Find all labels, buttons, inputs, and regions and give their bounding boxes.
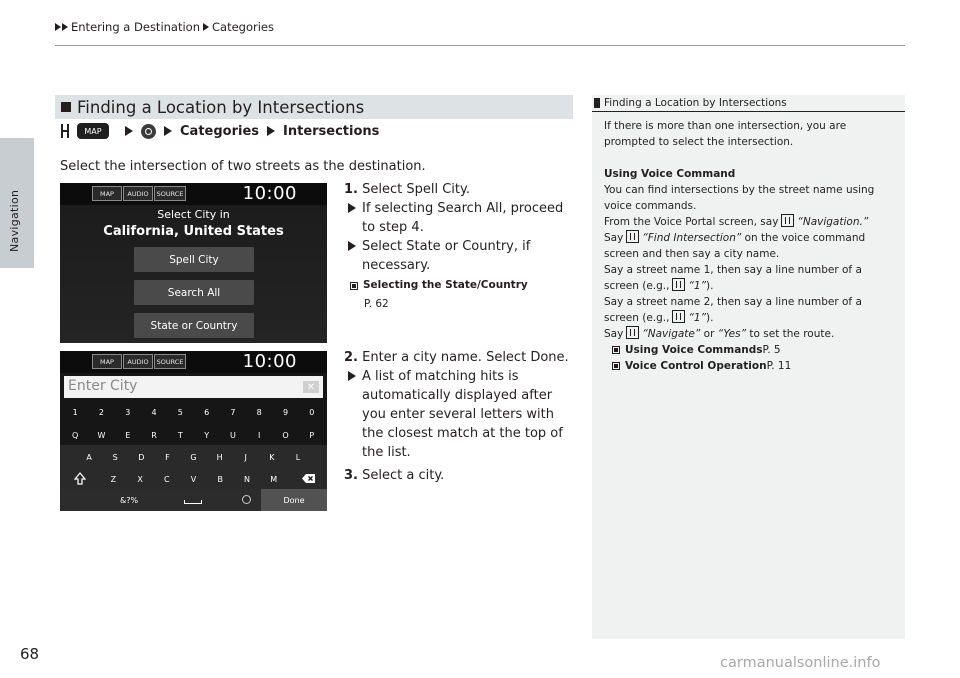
keyboard-key[interactable]: I xyxy=(258,430,261,440)
screen-clock: 10:00 xyxy=(242,351,297,372)
step-number: 2. xyxy=(344,350,358,365)
note-subheading: Using Voice Command xyxy=(604,168,736,180)
voice-command: “Navigation.” xyxy=(797,216,869,228)
voice-talk-icon xyxy=(626,326,639,339)
step-text: Select xyxy=(362,182,407,197)
keyboard-key[interactable]: Q xyxy=(72,430,79,440)
step-number: 3. xyxy=(344,468,358,483)
note-text: on the voice command screen and then say a city name. xyxy=(604,232,866,260)
keyboard-key[interactable]: B xyxy=(217,474,223,484)
path-arrow-icon xyxy=(164,126,172,136)
substep-ui-term: Search All xyxy=(437,201,503,216)
clear-icon[interactable]: ✕ xyxy=(303,381,319,393)
reference-icon xyxy=(612,346,620,354)
keyboard-key[interactable]: R xyxy=(151,430,157,440)
path-categories: Categories xyxy=(180,123,260,139)
keyboard-key[interactable]: D xyxy=(138,452,145,462)
step-ui-term: Spell City xyxy=(406,182,466,197)
section-heading xyxy=(55,95,573,119)
screen-audio-button[interactable]: AUDIO xyxy=(123,186,153,201)
voice-talk-icon xyxy=(672,310,685,323)
screen-clock: 10:00 xyxy=(242,183,297,204)
substep-arrow-icon xyxy=(348,371,356,381)
note-text: to set the route. xyxy=(746,328,835,340)
keyboard-key[interactable]: U xyxy=(230,430,236,440)
cross-reference-link[interactable] xyxy=(604,358,899,374)
section-title: Finding a Location by Intersections xyxy=(77,97,365,117)
screen-audio-button[interactable]: AUDIO xyxy=(123,354,153,369)
substep-arrow-icon xyxy=(348,203,356,213)
keyboard-key[interactable]: Z xyxy=(110,474,117,484)
note-text: Say a street name 1, then say a line number of a screen (e.g., xyxy=(604,264,862,292)
reference-page[interactable]: P. 62 xyxy=(364,298,389,310)
symbols-key[interactable]: &?% xyxy=(119,495,139,505)
step-text: . xyxy=(564,350,569,365)
note-text: ). xyxy=(706,312,714,324)
substep-text: A list of matching hits is automatically displayed after you enter several letters with the closest match at the top of the list. xyxy=(362,369,563,460)
reference-title[interactable]: Voice Control Operation xyxy=(625,360,767,372)
breadcrumb-arrow-icon xyxy=(62,23,68,31)
keyboard-key[interactable]: 8 xyxy=(256,407,262,417)
note-text: Say a street name 2, then say a line number of a screen (e.g., xyxy=(604,296,862,324)
step-number: 1. xyxy=(344,182,358,197)
path-arrow-icon xyxy=(125,126,133,136)
square-bullet-icon xyxy=(61,102,71,112)
note-marker-icon xyxy=(594,98,600,108)
screen-source-button[interactable]: SOURCE xyxy=(154,186,186,201)
screen-source-button[interactable]: SOURCE xyxy=(154,354,186,369)
reference-icon xyxy=(612,362,620,370)
substep-text: If selecting xyxy=(362,201,438,216)
step-substep xyxy=(344,237,579,275)
keyboard-key[interactable]: J xyxy=(244,452,247,462)
reference-title[interactable]: Selecting the State/Country xyxy=(363,279,528,291)
keyboard-key[interactable]: V xyxy=(190,474,197,484)
keyboard-key[interactable]: T xyxy=(177,430,183,440)
voice-talk-icon xyxy=(672,278,685,291)
space-key-icon[interactable] xyxy=(184,500,202,504)
keyboard-key[interactable]: 4 xyxy=(151,407,157,417)
keyboard-key[interactable]: E xyxy=(125,430,131,440)
note-text: ). xyxy=(706,280,714,292)
note-text: Say xyxy=(604,232,624,244)
voice-icon[interactable] xyxy=(242,495,251,504)
breadcrumb-arrow-icon xyxy=(55,23,61,31)
page-number: 68 xyxy=(20,645,40,663)
screen-map-button[interactable]: MAP xyxy=(92,354,122,369)
keyboard-key[interactable]: X xyxy=(137,474,143,484)
keyboard-key[interactable]: 5 xyxy=(177,407,183,417)
search-icon xyxy=(141,124,156,139)
cross-reference-link[interactable] xyxy=(604,342,899,358)
keyboard-key[interactable]: C xyxy=(164,474,170,484)
note-line xyxy=(604,214,899,230)
note-line xyxy=(604,326,899,342)
keyboard-key[interactable]: L xyxy=(295,452,301,462)
keyboard-row xyxy=(60,402,327,422)
keyboard-key[interactable]: K xyxy=(269,452,275,462)
keyboard-key[interactable]: 6 xyxy=(204,407,210,417)
cross-reference-link[interactable] xyxy=(344,276,579,295)
city-search-input[interactable] xyxy=(64,376,323,398)
home-icon xyxy=(60,124,71,138)
step-2 xyxy=(344,348,579,462)
keyboard-key[interactable]: 7 xyxy=(230,407,236,417)
screen-title: California, United States xyxy=(103,224,284,239)
substep-text: , proceed to step 4. xyxy=(362,201,564,235)
screen-subtitle: Select City in xyxy=(157,208,230,221)
city-input-placeholder: Enter City xyxy=(68,378,138,394)
side-tab-label: Navigation xyxy=(8,189,21,252)
state-or-country-button[interactable]: State or Country xyxy=(134,313,254,338)
enter-city-screen xyxy=(60,351,327,511)
keyboard-key[interactable]: H xyxy=(216,452,223,462)
voice-talk-icon xyxy=(781,214,794,227)
done-button[interactable]: Done xyxy=(261,489,327,511)
breadcrumb-level2[interactable]: Categories xyxy=(212,20,274,34)
voice-command: “Navigate” xyxy=(642,328,701,340)
step-substep xyxy=(344,199,579,237)
shift-icon[interactable] xyxy=(74,472,86,485)
step-3 xyxy=(344,466,579,485)
keyboard-key[interactable]: S xyxy=(112,452,118,462)
note-line xyxy=(604,262,899,294)
keyboard-key[interactable]: P xyxy=(309,430,315,440)
keyboard-key[interactable]: 2 xyxy=(98,407,104,417)
screen-map-button[interactable]: MAP xyxy=(92,186,122,201)
voice-command: “Find Intersection” xyxy=(642,232,742,244)
voice-command: “Yes” xyxy=(717,328,747,340)
substep-ui-term: State or Country xyxy=(406,239,514,254)
keyboard-row xyxy=(60,425,327,445)
keyboard-key[interactable]: M xyxy=(270,474,278,484)
reference-icon xyxy=(350,282,358,290)
note-text: Say xyxy=(604,328,624,340)
keyboard-key[interactable]: 1 xyxy=(72,407,78,417)
keyboard-key[interactable]: O xyxy=(282,430,289,440)
watermark: carmanualsonline.info xyxy=(720,655,881,671)
substep-text: , if necessary. xyxy=(362,239,531,273)
breadcrumb xyxy=(55,20,274,34)
keyboard-key[interactable]: A xyxy=(86,452,92,462)
path-intersections: Intersections xyxy=(283,123,380,139)
step-text: . xyxy=(465,182,470,197)
keyboard-key[interactable]: W xyxy=(97,430,106,440)
note-text: or xyxy=(700,328,718,340)
note-paragraph: If there is more than one intersection, you are prompted to select the intersection. xyxy=(604,120,847,148)
step-text: Select a city. xyxy=(362,468,445,483)
steps xyxy=(344,180,579,489)
keyboard-key[interactable]: Y xyxy=(204,430,210,440)
step-ui-term: Done xyxy=(530,350,565,365)
backspace-icon[interactable] xyxy=(301,473,316,484)
breadcrumb-level1[interactable]: Entering a Destination xyxy=(71,20,200,34)
step-1 xyxy=(344,180,579,314)
step-text: Enter a city name. Select xyxy=(362,350,531,365)
path-arrow-icon xyxy=(267,126,275,136)
header-divider xyxy=(55,45,905,46)
keyboard-key[interactable]: 3 xyxy=(125,407,131,417)
keyboard-key[interactable]: N xyxy=(243,474,250,484)
note-text: From the Voice Portal screen, say xyxy=(604,216,779,228)
note-body xyxy=(604,118,899,374)
voice-command: “1” xyxy=(688,280,707,292)
substep-text: Select xyxy=(362,239,407,254)
keyboard-key[interactable]: 0 xyxy=(309,407,315,417)
breadcrumb-arrow-icon xyxy=(203,23,209,31)
keyboard-key[interactable]: 9 xyxy=(282,407,289,417)
note-title: Finding a Location by Intersections xyxy=(604,97,787,109)
keyboard-row xyxy=(60,447,327,467)
voice-talk-icon xyxy=(626,230,639,243)
keyboard-key[interactable]: G xyxy=(190,452,197,462)
keyboard-key[interactable]: F xyxy=(165,452,170,462)
step-substep xyxy=(344,367,579,462)
keyboard-row xyxy=(60,469,327,489)
voice-command: “1” xyxy=(688,312,707,324)
note-header xyxy=(592,95,905,112)
reference-title[interactable]: Using Voice Commands xyxy=(625,344,763,356)
city-select-screen xyxy=(60,183,327,343)
reference-page[interactable]: P. 5 xyxy=(762,344,781,356)
note-line xyxy=(604,294,899,326)
side-note xyxy=(592,95,905,639)
map-button-icon: MAP xyxy=(77,123,109,139)
menu-path xyxy=(60,122,379,140)
search-all-button[interactable]: Search All xyxy=(134,280,254,305)
reference-page[interactable]: P. 11 xyxy=(766,360,792,372)
intro-text: Select the intersection of two streets as the destination. xyxy=(60,159,426,174)
substep-arrow-icon xyxy=(348,241,356,251)
spell-city-button[interactable]: Spell City xyxy=(134,247,254,272)
note-line xyxy=(604,230,899,262)
note-paragraph: You can find intersections by the street name using voice commands. xyxy=(604,184,875,212)
